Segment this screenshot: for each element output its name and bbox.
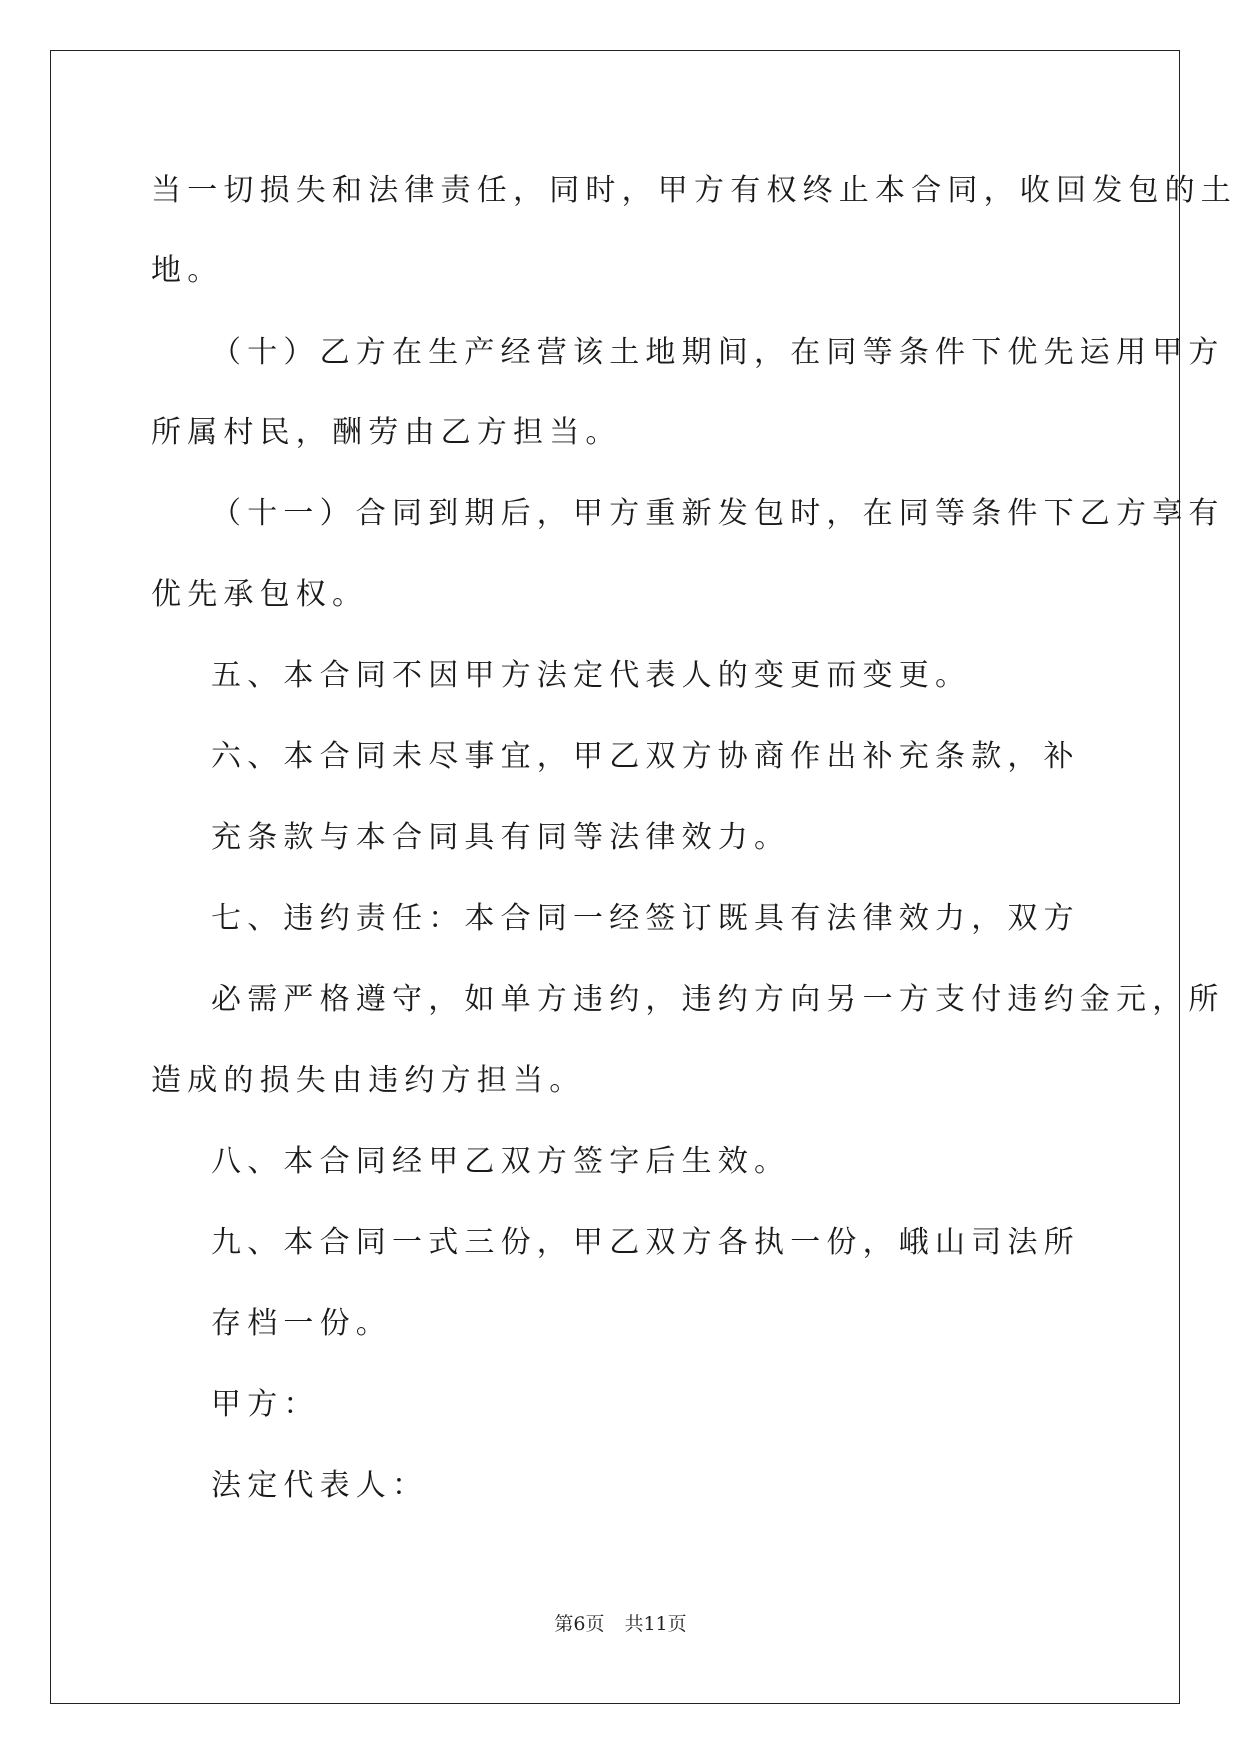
- text-line: 优先承包权。: [151, 577, 369, 612]
- text-line: 七、违约责任：本合同一经签订既具有法律效力，双方: [211, 901, 1080, 936]
- page-footer: [0, 1612, 1241, 1636]
- text-line: 必需严格遵守，如单方违约，违约方向另一方支付违约金元，所: [211, 982, 1225, 1017]
- text-line: 六、本合同未尽事宜，甲乙双方协商作出补充条款，补: [211, 739, 1080, 774]
- text-line: 五、本合同不因甲方法定代表人的变更而变更。: [211, 658, 972, 693]
- text-line: 当一切损失和法律责任，同时，甲方有权终止本合同，收回发包的土: [151, 173, 1237, 208]
- text-line: 八、本合同经甲乙双方签字后生效。: [211, 1144, 791, 1179]
- text-line: 存档一份。: [211, 1306, 392, 1341]
- text-line: （十一）合同到期后，甲方重新发包时，在同等条件下乙方享有: [211, 496, 1225, 531]
- current-page-number: 第6页: [554, 1613, 605, 1635]
- text-line: 法定代表人：: [211, 1468, 429, 1503]
- page-border: [50, 50, 1180, 1704]
- text-line: 所属村民，酬劳由乙方担当。: [151, 415, 622, 450]
- text-line: 造成的损失由违约方担当。: [151, 1063, 586, 1098]
- text-line: 充条款与本合同具有同等法律效力。: [211, 820, 791, 855]
- text-line: 九、本合同一式三份，甲乙双方各执一份，峨山司法所: [211, 1225, 1080, 1260]
- text-line: （十）乙方在生产经营该土地期间，在同等条件下优先运用甲方: [211, 335, 1225, 370]
- text-line: 甲方：: [211, 1387, 320, 1422]
- total-page-count: 共11页: [624, 1613, 687, 1635]
- text-line: 地。: [151, 253, 224, 288]
